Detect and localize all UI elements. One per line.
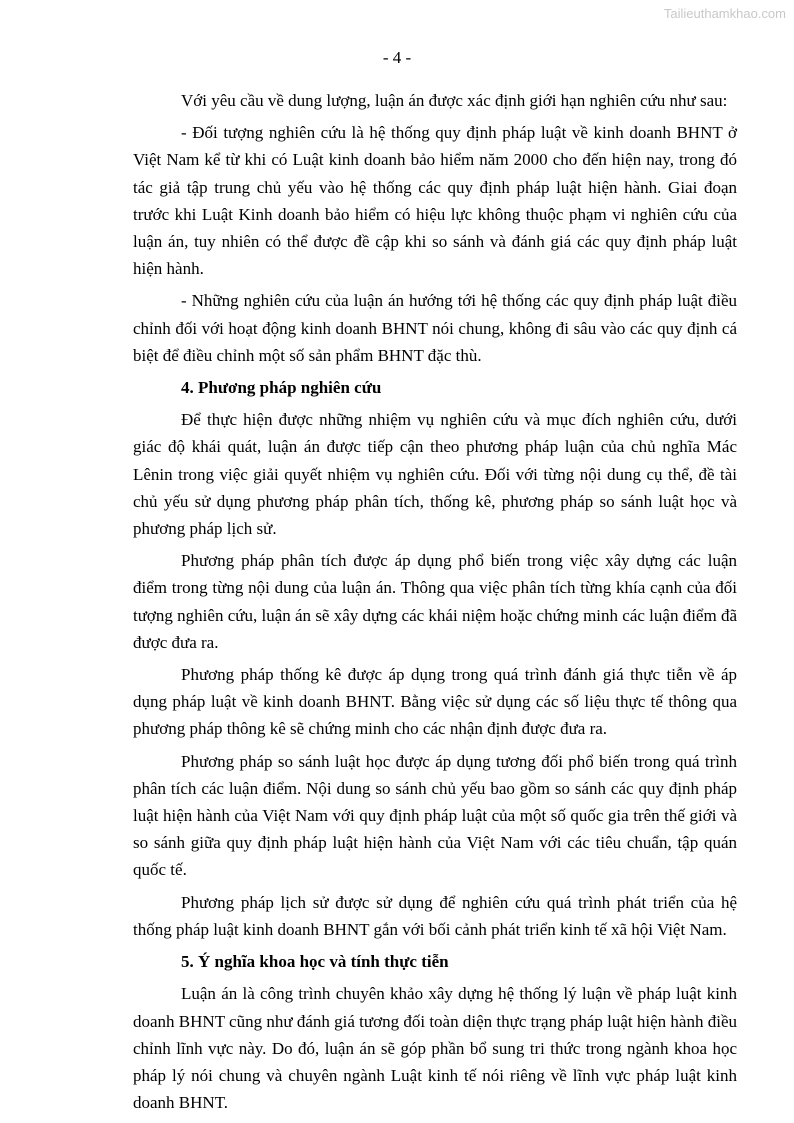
section-heading-5: 5. Ý nghĩa khoa học và tính thực tiễn (181, 952, 449, 972)
paragraph: Phương pháp phân tích được áp dụng phổ biến trong việc xây dựng các luận điểm trong từng nội dung của luận án. Thông qua việc phân tích từng khía cạnh của đối tượng nghiên cứu, luận án sẽ xây dựng các khái niệm hoặc chứng minh các luận điểm đã được đưa ra. (133, 551, 737, 652)
paragraph: Luận án là công trình chuyên khảo xây dựng hệ thống lý luận về pháp luật kinh doanh BHNT cũng như đánh giá tương đối toàn diện thực trạng pháp luật hiện hành điều chỉnh lĩnh vực này. Do đó, luận án sẽ góp phần bổ sung tri thức trong ngành khoa học pháp lý nói chung và chuyên ngành Luật kinh tế nói riêng về lĩnh vực pháp luật kinh doanh BHNT. (133, 984, 737, 1113)
paragraph: Để thực hiện được những nhiệm vụ nghiên cứu và mục đích nghiên cứu, dưới giác độ khái quát, luận án được tiếp cận theo phương pháp luận của chủ nghĩa Mác Lênin trong việc giải quyết nhiệm vụ nghiên cứu. Đối với từng nội dung cụ thể, đề tài chủ yếu sử dụng phương pháp phân tích, thống kê, phương pháp so sánh luật học và phương pháp lịch sử. (133, 410, 737, 539)
page-number: - 4 - (382, 48, 412, 67)
paragraph: Phương pháp lịch sử được sử dụng để nghiên cứu quá trình phát triển của hệ thống pháp luật kinh doanh BHNT gắn với bối cảnh phát triển kinh tế xã hội Việt Nam. (133, 892, 737, 939)
paragraph: Với yêu cầu về dung lượng, luận án được xác định giới hạn nghiên cứu như sau: (181, 91, 728, 110)
paragraph: - Đối tượng nghiên cứu là hệ thống quy định pháp luật về kinh doanh BHNT ở Việt Nam kể từ khi có Luật kinh doanh bảo hiểm năm 2000 cho đến hiện nay, trong đó tác giả tập trung chủ yếu vào hệ thống các quy định pháp luật hiện hành. Giai đoạn trước khi Luật Kinh doanh bảo hiểm có hiệu lực không thuộc phạm vi nghiên cứu của luận án, tuy nhiên có thể được đề cập khi so sánh và đánh giá các quy định pháp luật hiện hành. (133, 123, 737, 279)
paragraph: Phương pháp thống kê được áp dụng trong quá trình đánh giá thực tiễn về áp dụng pháp luật về kinh doanh BHNT. Bằng việc sử dụng các số liệu thực tế thông qua phương pháp thông kê sẽ chứng minh cho các nhận định được đưa ra. (133, 665, 737, 739)
document-body (133, 87, 737, 1121)
section-heading-4: 4. Phương pháp nghiên cứu (181, 378, 382, 398)
paragraph: Phương pháp so sánh luật học được áp dụng tương đối phổ biến trong quá trình phân tích các luận điểm. Nội dung so sánh chủ yếu bao gồm so sánh các quy định pháp luật hiện hành của Việt Nam với quy định pháp luật của một số quốc gia trên thế giới và so sánh giữa quy định pháp luật hiện hành của Việt Nam với các tiêu chuẩn, tập quán quốc tế. (133, 751, 737, 880)
paragraph: - Những nghiên cứu của luận án hướng tới hệ thống các quy định pháp luật điều chỉnh đối với hoạt động kinh doanh BHNT nói chung, không đi sâu vào các quy định cá biệt để điều chỉnh một số sản phẩm BHNT đặc thù. (133, 291, 737, 365)
watermark: Tailieuthamkhao.com (663, 6, 786, 21)
